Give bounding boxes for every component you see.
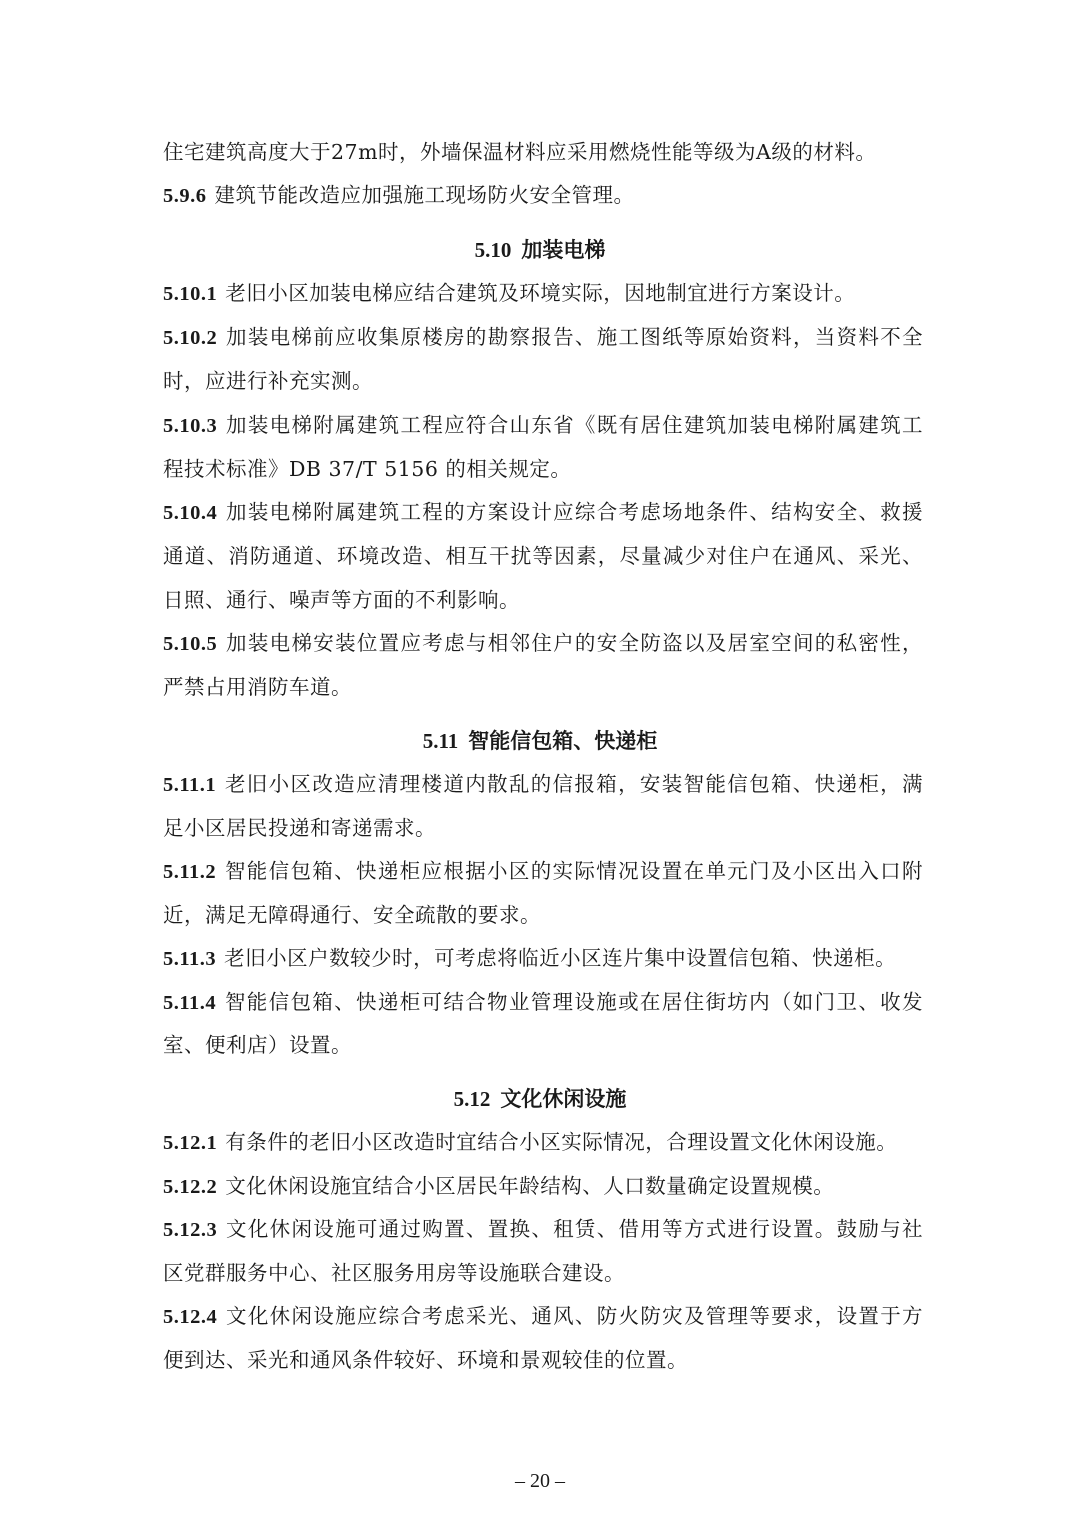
clause-5-11-4: 5.11.4 智能信包箱、快递柜可结合物业管理设施或在居住街坊内（如门卫、收发 — [163, 990, 923, 1014]
clause-5-12-3: 5.12.3 文化休闲设施可通过购置、置换、租赁、借用等方式进行设置。鼓励与社 — [163, 1217, 923, 1241]
clause-5-11-2: 5.11.2 智能信包箱、快递柜应根据小区的实际情况设置在单元门及小区出入口附 — [163, 859, 923, 883]
clause-5-11-1: 5.11.1 老旧小区改造应清理楼道内散乱的信报箱，安装智能信包箱、快递柜，满 — [163, 772, 923, 796]
clause-line: 足小区居民投递和寄递需求。 — [163, 816, 436, 840]
clause-line: 日照、通行、噪声等方面的不利影响。 — [163, 588, 520, 612]
clause-5-12-4: 5.12.4 文化休闲设施应综合考虑采光、通风、防火防灾及管理等要求，设置于方 — [163, 1304, 923, 1328]
clause-line: 通道、消防通道、环境改造、相互干扰等因素，尽量减少对住户在通风、采光、 — [163, 544, 923, 568]
section-heading-5-10: 5.10 加装电梯 — [474, 238, 606, 262]
clause-line: 便到达、采光和通风条件较好、环境和景观较佳的位置。 — [163, 1348, 688, 1372]
clause-5-12-2: 5.12.2 文化休闲设施宜结合小区居民年龄结构、人口数量确定设置规模。 — [163, 1174, 835, 1198]
clause-line: 时，应进行补充实测。 — [163, 369, 373, 393]
clause-line: 室、便利店）设置。 — [163, 1033, 352, 1057]
page-number: – 20 – — [515, 1470, 565, 1492]
section-heading-5-12: 5.12 文化休闲设施 — [453, 1087, 627, 1111]
section-heading-5-11: 5.11 智能信包箱、快递柜 — [422, 729, 658, 753]
clause-5-10-3: 5.10.3 加装电梯附属建筑工程应符合山东省《既有居住建筑加装电梯附属建筑工 — [163, 413, 923, 437]
paragraph-line: 住宅建筑高度大于27m时，外墙保温材料应采用燃烧性能等级为A级的材料。 — [163, 140, 877, 164]
clause-5-10-4: 5.10.4 加装电梯附属建筑工程的方案设计应综合考虑场地条件、结构安全、救援 — [163, 500, 923, 524]
clause-line: 近，满足无障碍通行、安全疏散的要求。 — [163, 903, 541, 927]
clause-line: 严禁占用消防车道。 — [163, 675, 352, 699]
clause-5-10-2: 5.10.2 加装电梯前应收集原楼房的勘察报告、施工图纸等原始资料，当资料不全 — [163, 325, 923, 349]
clause-number: 5.9.6 — [163, 185, 207, 207]
clause-5-10-5: 5.10.5 加装电梯安装位置应考虑与相邻住户的安全防盗以及居室空间的私密性， — [163, 631, 923, 655]
clause-5-11-3: 5.11.3 老旧小区户数较少时，可考虑将临近小区连片集中设置信包箱、快递柜。 — [163, 946, 897, 970]
clause-line: 程技术标准》DB 37/T 5156 的相关规定。 — [163, 457, 572, 481]
clause-5-10-1: 5.10.1 老旧小区加装电梯应结合建筑及环境实际，因地制宜进行方案设计。 — [163, 281, 856, 305]
clause-line: 区党群服务中心、社区服务用房等设施联合建设。 — [163, 1261, 625, 1285]
clause-5-12-1: 5.12.1 有条件的老旧小区改造时宜结合小区实际情况，合理设置文化休闲设施。 — [163, 1130, 898, 1154]
clause-5-9-6: 5.9.6 建筑节能改造应加强施工现场防火安全管理。 — [163, 183, 635, 207]
